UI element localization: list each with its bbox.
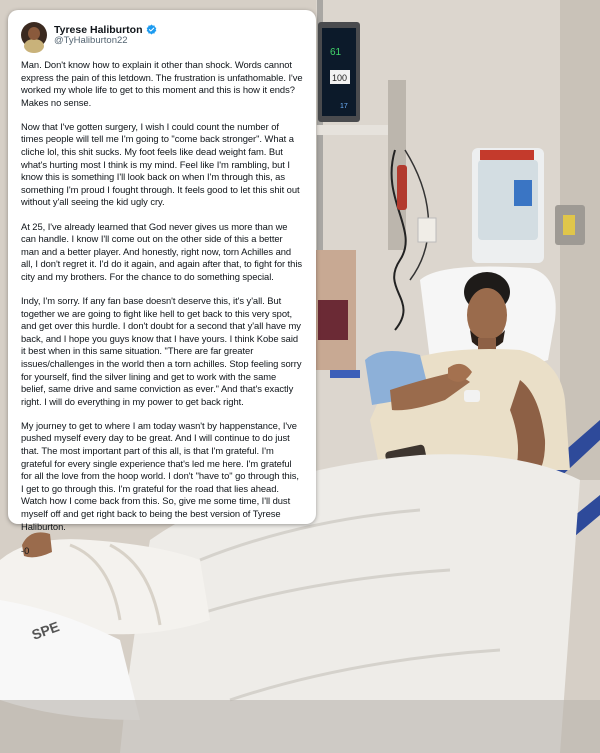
- author-info: [54, 24, 157, 47]
- monitor-reading-3: 17: [340, 103, 348, 110]
- suction-canister: [472, 148, 544, 263]
- tweet-signoff: -0: [21, 544, 30, 556]
- blanket-print: SPE: [29, 618, 62, 643]
- vital-signs-monitor: [318, 22, 360, 122]
- wall-panel-light: [563, 215, 575, 235]
- tweet-header: [21, 20, 303, 50]
- tweet-paragraph: Man. Don't know how to explain it other than shock. Words cannot express the pain of this letdown. The frustration is unfathomable. I've worked my whole life to get to this moment and this is how it ends? Makes no sense.: [21, 59, 303, 108]
- tweet-paragraph: Indy, I'm sorry. If any fan base doesn't deserve this, it's y'all. But together we are going to fight like hell to get back to this very spot, and get over this hurdle. I don't doubt for a second that y'all have my back, and I hope you guys know that I have yours. I think Kobe said it best when in this same situation. "There are far greater issues/challenges in the world then a torn achilles. Stop feeling sorry for yourself, find the silver lining and get to work with the same belief, same drive and same conviction as ever." And that's exactly right. I will do everything in my power to get back right.: [21, 295, 302, 407]
- tweet-body: [21, 59, 303, 557]
- name-row: [54, 24, 157, 36]
- binder: [318, 300, 348, 340]
- monitor-reading-2: 100: [332, 73, 348, 83]
- verified-badge-icon: [146, 24, 157, 35]
- floor: [0, 700, 600, 753]
- avatar[interactable]: [21, 22, 47, 48]
- red-tag: [397, 165, 407, 210]
- user-handle[interactable]: @TyHaliburton22: [54, 34, 128, 46]
- tweet-card: [8, 10, 316, 556]
- wall-outlet: [418, 218, 436, 242]
- tweet-paragraph: My journey to get to where I am today wasn't by happenstance, I've pushed myself every day to be great. And I will continue to do just that. The most important part of this all, is that I'm grateful. I'm grateful for every single experience that's led me here. I'm grateful for all the love from the hoop world. I don't "have to" go through this, I get to go through this. I'm grateful for the road that lies ahead. Watch how I come back from this. So, give me some time, I'll dust myself off and get right back to being the best version of Tyrese Haliburton.: [21, 419, 299, 532]
- bed-rail-left: [330, 370, 360, 378]
- tweet-paragraph: Now that I've gotten surgery, I wish I could count the number of times people will tell me I'm going to "come back stronger". What a cliche lol, this shit sucks. My foot feels like dead weight fam. But what's hurting most I think is my mind. Feel like I'm rambling, but I know this is something I'll look back on when I'm through this, as something I'm proud I fought through. It feels good to let this shit out without y'all seeing the kid ugly cry.: [21, 120, 300, 208]
- monitor-reading-1: 61: [330, 47, 342, 58]
- display-name[interactable]: Tyrese Haliburton: [54, 23, 143, 36]
- tweet-paragraph: At 25, I've already learned that God never gives us more than we can handle. I know I'll come out on the other side of this a better man and a better player. And honestly, right now, torn Achilles and all, I don't regret it. I'd do it again, and again after that, to fight for this city and my brothers. For the chance to do something special.: [21, 220, 303, 282]
